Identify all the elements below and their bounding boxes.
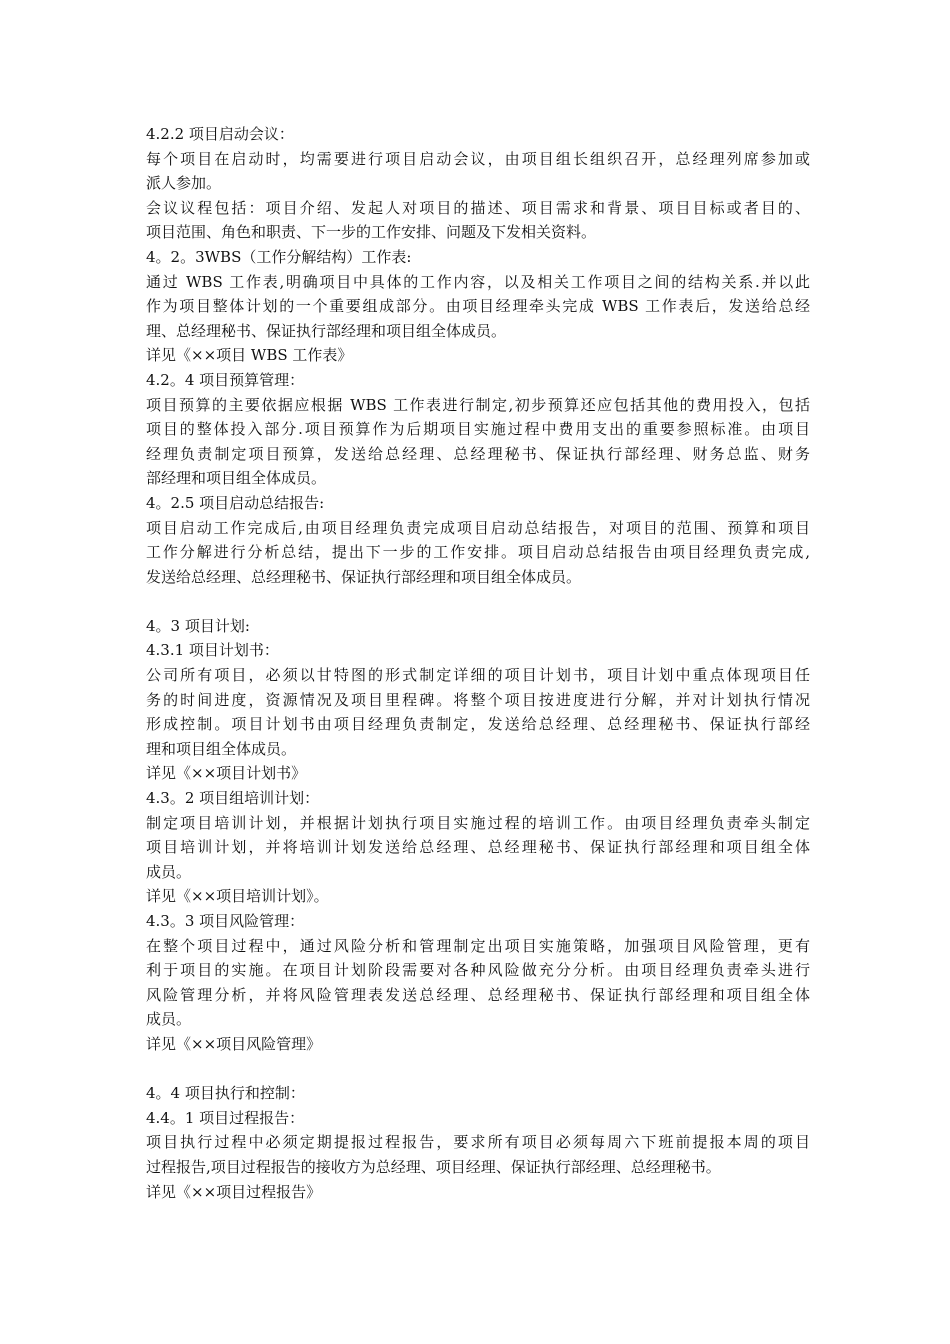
paragraph-line: 形成控制。项目计划书由项目经理负责制定，发送给总经理、总经理秘书、保证执行部经 — [146, 715, 810, 734]
paragraph-line: 项目预算的主要依据应根据 WBS 工作表进行制定,初步预算还应包括其他的费用投入，包括 — [146, 395, 810, 414]
paragraph-line: 务的时间进度，资源情况及项目里程碑。将整个项目按进度进行分解，并对计划执行情况 — [146, 690, 810, 709]
heading-4-4-1: 4.4。1 项目过程报告： — [146, 1108, 305, 1127]
reference-line: 详见《××项目 WBS 工作表》 — [146, 346, 353, 365]
reference-line: 详见《××项目过程报告》 — [146, 1182, 322, 1201]
paragraph-line: 作为项目整体计划的一个重要组成部分。由项目经理牵头完成 WBS 工作表后，发送给总经 — [146, 297, 810, 316]
heading-4-3-1: 4.3.1 项目计划书： — [146, 641, 279, 660]
paragraph-line: 每个项目在启动时，均需要进行项目启动会议，由项目组长组织召开，总经理列席参加或 — [146, 149, 810, 168]
reference-line: 详见《××项目培训计划》。 — [146, 887, 329, 906]
paragraph-line: 部经理和项目组全体成员。 — [146, 469, 327, 488]
paragraph-line: 项目的整体投入部分.项目预算作为后期项目实施过程中费用支出的重要参照标准。由项目 — [146, 420, 810, 439]
paragraph-line: 项目培训计划，并将培训计划发送给总经理、总经理秘书、保证执行部经理和项目组全体 — [146, 838, 810, 857]
reference-line: 详见《××项目风险管理》 — [146, 1034, 322, 1053]
paragraph-line: 经理负责制定项目预算，发送给总经理、总经理秘书、保证执行部经理、财务总监、财务 — [146, 444, 810, 463]
paragraph-line: 通过 WBS 工作表,明确项目中具体的工作内容，以及相关工作项目之间的结构关系.并以此 — [146, 272, 810, 291]
paragraph-line: 会议议程包括：项目介绍、发起人对项目的描述、项目需求和背景、项目目标或者目的、 — [146, 198, 810, 217]
paragraph-line: 项目范围、角色和职责、下一步的工作安排、问题及下发相关资料。 — [146, 223, 597, 242]
paragraph-line: 项目执行过程中必须定期提报过程报告，要求所有项目必须每周六下班前提报本周的项目 — [146, 1133, 810, 1152]
paragraph-line: 在整个项目过程中，通过风险分析和管理制定出项目实施策略，加强项目风险管理，更有 — [146, 936, 810, 955]
paragraph-line: 成员。 — [146, 1010, 192, 1029]
reference-line: 详见《××项目计划书》 — [146, 764, 307, 783]
paragraph-line: 过程报告,项目过程报告的接收方为总经理、项目经理、保证执行部经理、总经理秘书。 — [146, 1157, 721, 1176]
paragraph-line: 派人参加。 — [146, 174, 222, 193]
blank-line — [146, 589, 810, 614]
paragraph-line: 公司所有项目，必须以甘特图的形式制定详细的项目计划书，项目计划中重点体现项目任 — [146, 666, 810, 685]
heading-4-2-5: 4。2.5 项目启动总结报告: — [146, 493, 325, 512]
heading-4-3: 4。3 项目计划: — [146, 616, 250, 635]
blank-line — [146, 1057, 810, 1082]
heading-4-2-3: 4。2。3WBS（工作分解结构）工作表: — [146, 247, 412, 266]
paragraph-line: 利于项目的实施。在项目计划阶段需要对各种风险做充分分析。由项目经理负责牵头进行 — [146, 961, 810, 980]
paragraph-line: 理和项目组全体成员。 — [146, 739, 297, 758]
paragraph-line: 工作分解进行分析总结，提出下一步的工作安排。项目启动总结报告由项目经理负责完成, — [146, 543, 810, 562]
heading-4-3-2: 4.3。2 项目组培训计划： — [146, 789, 320, 808]
heading-4-3-3: 4.3。3 项目风险管理： — [146, 912, 305, 930]
heading-4-2-2: 4.2.2 项目启动会议： — [146, 125, 294, 143]
paragraph-line: 发送给总经理、总经理秘书、保证执行部经理和项目组全体成员。 — [146, 567, 582, 586]
paragraph-line: 成员。 — [146, 862, 192, 881]
paragraph-line: 风险管理分析，并将风险管理表发送总经理、总经理秘书、保证执行部经理和项目组全体 — [146, 985, 810, 1004]
heading-4-2-4: 4.2。4 项目预算管理： — [146, 370, 305, 389]
paragraph-line: 项目启动工作完成后,由项目经理负责完成项目启动总结报告，对项目的范围、预算和项目 — [146, 518, 810, 537]
paragraph-line: 理、总经理秘书、保证执行部经理和项目组全体成员。 — [146, 321, 507, 340]
document-body — [146, 122, 810, 1204]
paragraph-line: 制定项目培训计划，并根据计划执行项目实施过程的培训工作。由项目经理负责牵头制定 — [146, 813, 810, 832]
heading-4-4: 4。4 项目执行和控制： — [146, 1084, 305, 1103]
